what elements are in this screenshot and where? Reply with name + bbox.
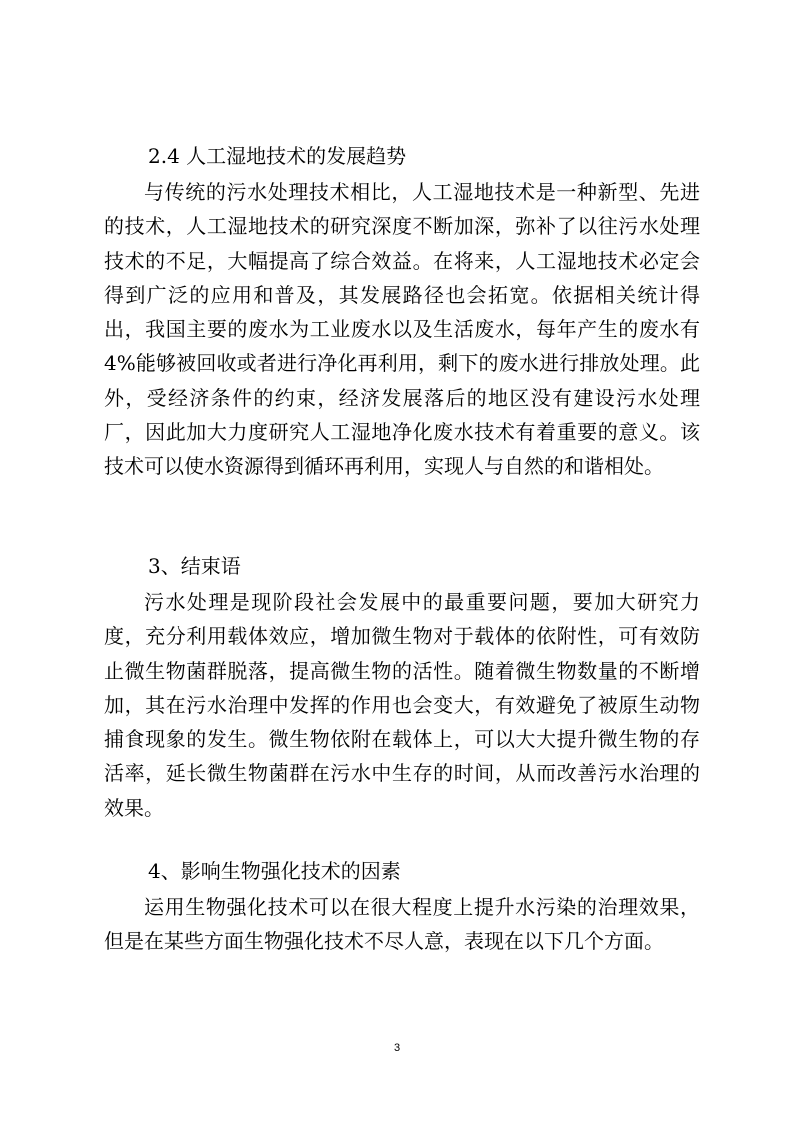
paragraph-wetland-trend: 与传统的污水处理技术相比，人工湿地技术是一种新型、先进的技术，人工湿地技术的研究深度不断加深，弥补了以往污水处理技术的不足，大幅提高了综合效益。在将来，人工湿地技术必定会得到广泛的应用和普及，其发展路径也会拓宽。依据相关统计得出，我国主要的废水为工业废水以及生活废水，每年产生的废水有 4%能够被回收或者进行净化再利用，剩下的废水进行排放处理。此外，受经济条件的约束，经济发展落后的地区没有建设污水处理厂，因此加大力度研究人工湿地净化废水技术有着重要的意义。该技术可以使水资源得到循环再利用，实现人与自然的和谐相处。	[104, 180, 700, 479]
paragraph-conclusion: 污水处理是现阶段社会发展中的最重要问题，要加大研究力度，充分利用载体效应，增加微生物对于载体的依附性，可有效防止微生物菌群脱落，提高微生物的活性。随着微生物数量的不断增加，其在污水治理中发挥的作用也会变大，有效避免了被原生动物捕食现象的发生。微生物依附在载体上，可以大大提升微生物的存活率，延长微生物菌群在污水中生存的时间，从而改善污水治理的效果。	[104, 590, 700, 820]
paragraph-factors: 运用生物强化技术可以在很大程度上提升水污染的治理效果，但是在某些方面生物强化技术不尽人意，表现在以下几个方面。	[104, 895, 700, 954]
section-heading-conclusion: 3、结束语	[148, 554, 241, 578]
section-heading-2-4: 2.4 人工湿地技术的发展趋势	[148, 144, 407, 168]
section-heading-factors: 4、影响生物强化技术的因素	[148, 859, 401, 883]
page-number: 3	[393, 1042, 401, 1054]
